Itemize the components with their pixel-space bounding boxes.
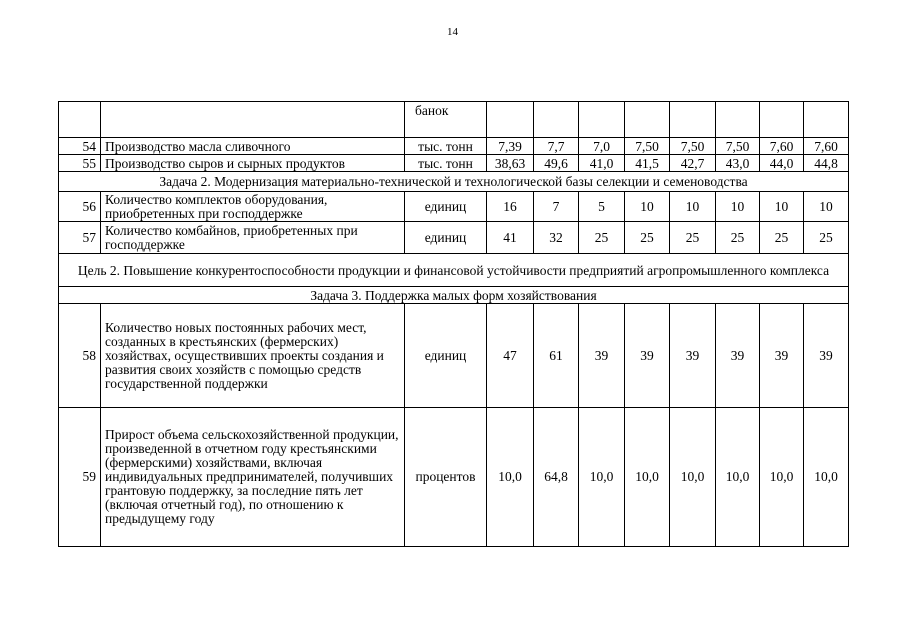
- row-value: 7: [534, 192, 579, 222]
- section-row-goal-2: [59, 254, 849, 287]
- row-value: 25: [804, 222, 849, 254]
- row-value: 7,7: [534, 138, 579, 155]
- row-value: 16: [487, 192, 534, 222]
- row-value: 10,0: [625, 408, 670, 547]
- row-value: 44,8: [804, 155, 849, 172]
- row-value: 25: [579, 222, 625, 254]
- row-value: 7,50: [716, 138, 760, 155]
- row-name: Прирост объема сельскохозяйственной продукции, произведенной в отчетном году крестьянскими (фермерскими) хозяйствами, включая индивидуальных предпринимателей, получивших грантовую поддержку, за последние пять лет (включая отчетный год), по отношению к предыдущему году: [101, 408, 405, 547]
- cell-num: [59, 102, 101, 138]
- row-value: 10: [760, 192, 804, 222]
- row-value: 7,50: [670, 138, 716, 155]
- row-value: 10,0: [804, 408, 849, 547]
- table-row-54: [59, 138, 849, 155]
- row-value: 25: [670, 222, 716, 254]
- row-number: 59: [59, 408, 101, 547]
- row-value: 10,0: [579, 408, 625, 547]
- row-unit: единиц: [405, 222, 487, 254]
- row-value: 25: [760, 222, 804, 254]
- row-value: 10: [670, 192, 716, 222]
- row-value: 39: [716, 304, 760, 408]
- page-number: 14: [447, 26, 458, 38]
- row-name: Количество новых постоянных рабочих мест, созданных в крестьянских (фермерских) хозяйствах, осуществивших проекты создания и развития своих хозяйств с помощью средств государственной поддержки: [101, 304, 405, 408]
- table-row-55: [59, 155, 849, 172]
- row-value: 39: [760, 304, 804, 408]
- row-number: 55: [59, 155, 101, 172]
- row-unit: процентов: [405, 408, 487, 547]
- row-value: 64,8: [534, 408, 579, 547]
- row-value: 41: [487, 222, 534, 254]
- continuation-unit: банок: [415, 103, 449, 118]
- row-value: 7,60: [760, 138, 804, 155]
- table-row-continuation: [59, 102, 849, 138]
- row-value: 7,50: [625, 138, 670, 155]
- task-2-heading: Задача 2. Модернизация материально-технической и технологической базы селекции и семеноводства: [59, 172, 849, 192]
- cell-name: [101, 102, 405, 138]
- row-unit: единиц: [405, 304, 487, 408]
- row-value: 25: [716, 222, 760, 254]
- cell-unit: [405, 102, 487, 138]
- row-value: 10,0: [487, 408, 534, 547]
- row-value: 42,7: [670, 155, 716, 172]
- row-value: 43,0: [716, 155, 760, 172]
- row-name: Производство сыров и сырных продуктов: [101, 155, 405, 172]
- row-value: 10,0: [716, 408, 760, 547]
- row-unit: тыс. тонн: [405, 138, 487, 155]
- row-unit: тыс. тонн: [405, 155, 487, 172]
- row-value: 38,63: [487, 155, 534, 172]
- table-row-56: [59, 192, 849, 222]
- row-value: 7,60: [804, 138, 849, 155]
- row-value: 10: [716, 192, 760, 222]
- section-row-task-3: [59, 287, 849, 304]
- row-value: 32: [534, 222, 579, 254]
- row-value: 7,39: [487, 138, 534, 155]
- row-value: 44,0: [760, 155, 804, 172]
- row-name: Производство масла сливочного: [101, 138, 405, 155]
- row-value: 10,0: [670, 408, 716, 547]
- row-unit: единиц: [405, 192, 487, 222]
- row-value: 10: [625, 192, 670, 222]
- row-name: Количество комплектов оборудования, приобретенных при господдержке: [101, 192, 405, 222]
- row-number: 57: [59, 222, 101, 254]
- row-number: 58: [59, 304, 101, 408]
- row-value: 39: [625, 304, 670, 408]
- indicators-table: [58, 101, 849, 547]
- row-value: 39: [804, 304, 849, 408]
- table-row-59: [59, 408, 849, 547]
- row-value: 5: [579, 192, 625, 222]
- table-row-58: [59, 304, 849, 408]
- row-number: 54: [59, 138, 101, 155]
- row-value: 7,0: [579, 138, 625, 155]
- row-value: 49,6: [534, 155, 579, 172]
- section-row-task-2: [59, 172, 849, 192]
- row-value: 39: [670, 304, 716, 408]
- task-3-heading: Задача 3. Поддержка малых форм хозяйствования: [59, 287, 849, 304]
- row-name: Количество комбайнов, приобретенных при господдержке: [101, 222, 405, 254]
- row-value: 10: [804, 192, 849, 222]
- row-value: 25: [625, 222, 670, 254]
- row-value: 39: [579, 304, 625, 408]
- table-row-57: [59, 222, 849, 254]
- row-value: 41,0: [579, 155, 625, 172]
- row-value: 61: [534, 304, 579, 408]
- row-value: 41,5: [625, 155, 670, 172]
- row-value: 47: [487, 304, 534, 408]
- row-value: 10,0: [760, 408, 804, 547]
- row-number: 56: [59, 192, 101, 222]
- goal-2-heading: Цель 2. Повышение конкурентоспособности продукции и финансовой устойчивости предприятий агропромышленного комплекса: [59, 254, 849, 287]
